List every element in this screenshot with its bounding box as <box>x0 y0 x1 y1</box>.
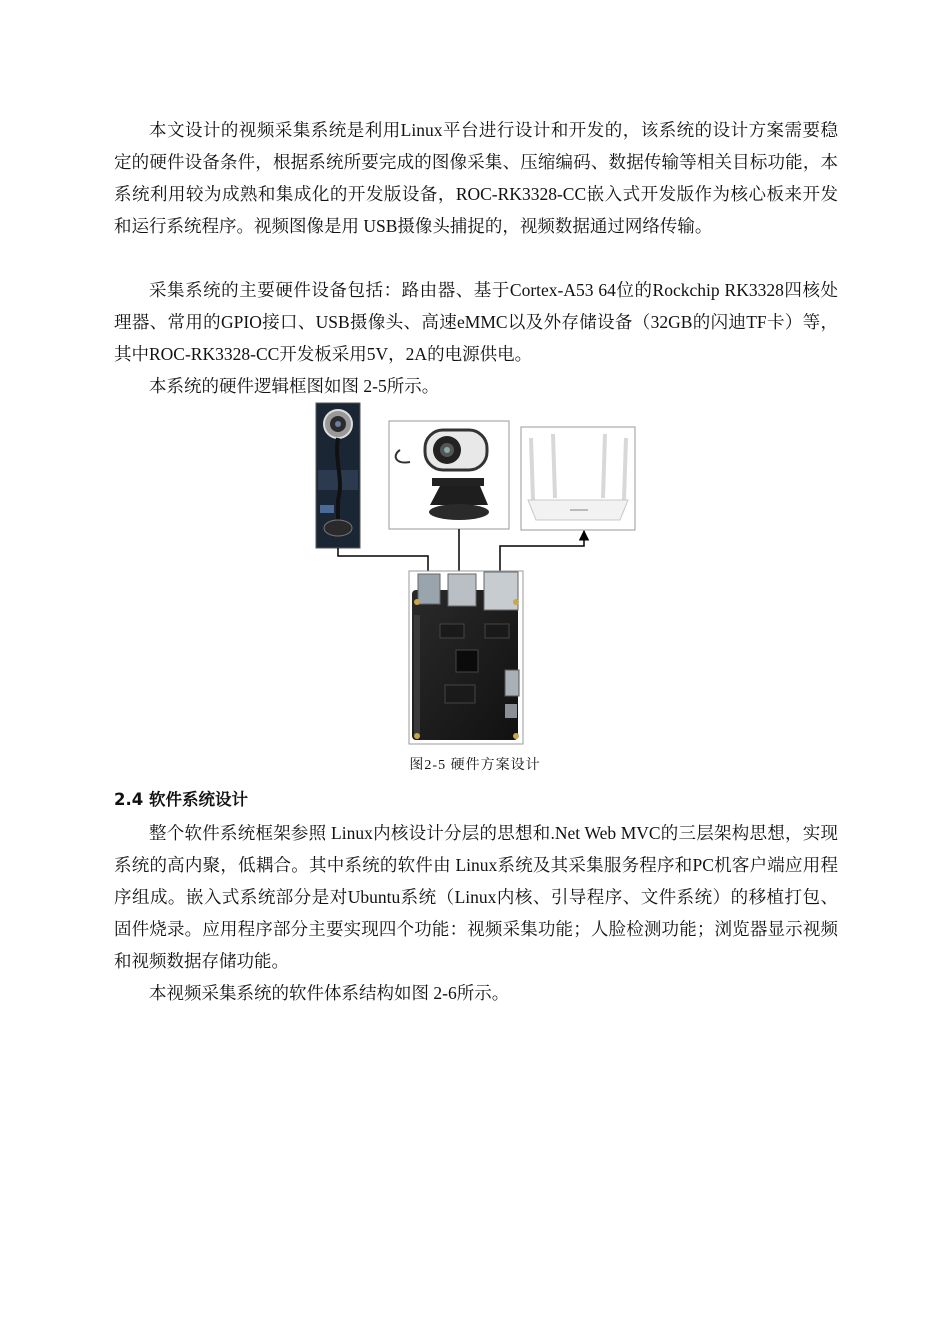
paragraph-figure-2-6-reference: 本视频采集系统的软件体系结构如图 2-6所示。 <box>149 983 510 1003</box>
paragraph-hardware-list: 采集系统的主要硬件设备包括：路由器、基于Cortex-A53 64位的Rockchip RK3328四核处理器、常用的GPIO接口、USB摄像头、高速eMMC以及外存储设备（32GB的闪迪TF卡）等，其中ROC-RK3328-CC开发板采用5V，2A的电源供电。 <box>114 280 838 364</box>
clip-webcam-photo <box>389 421 509 529</box>
paragraph-software-architecture: 整个软件系统框架参照 Linux内核设计分层的思想和.Net Web MVC的三层架构思想，实现系统的高内聚，低耦合。其中系统的软件由 Linux系统及其采集服务程序和PC机客户端应用程序组成。嵌入式系统部分是对Ubuntu系统（Linux内核、引导程序、文件系统）的移植打包、固件烧录。应用程序部分主要实现四个功能：视频采集功能；人脸检测功能；浏览器显示视频和视频数据存储功能。 <box>114 823 838 971</box>
router-photo <box>521 427 635 530</box>
rk3328-board-photo <box>409 571 523 744</box>
figure-caption: 图2-5 硬件方案设计 <box>409 758 541 773</box>
gooseneck-camera-photo <box>316 403 360 548</box>
paragraph-system-overview: 本文设计的视频采集系统是利用Linux平台进行设计和开发的，该系统的设计方案需要稳定的硬件设备条件，根据系统所要完成的图像采集、压缩编码、数据传输等相关目标功能，本系统利用较为成熟和集成化的开发版设备，ROC-RK3328-CC嵌入式开发版作为核心板来开发和运行系统程序。视频图像是用 USB摄像头捕捉的，视频数据通过网络传输。 <box>114 120 838 236</box>
section-heading: 2.4 软件系统设计 <box>114 790 248 809</box>
paragraph-figure-reference: 本系统的硬件逻辑框图如图 2-5所示。 <box>149 376 440 396</box>
